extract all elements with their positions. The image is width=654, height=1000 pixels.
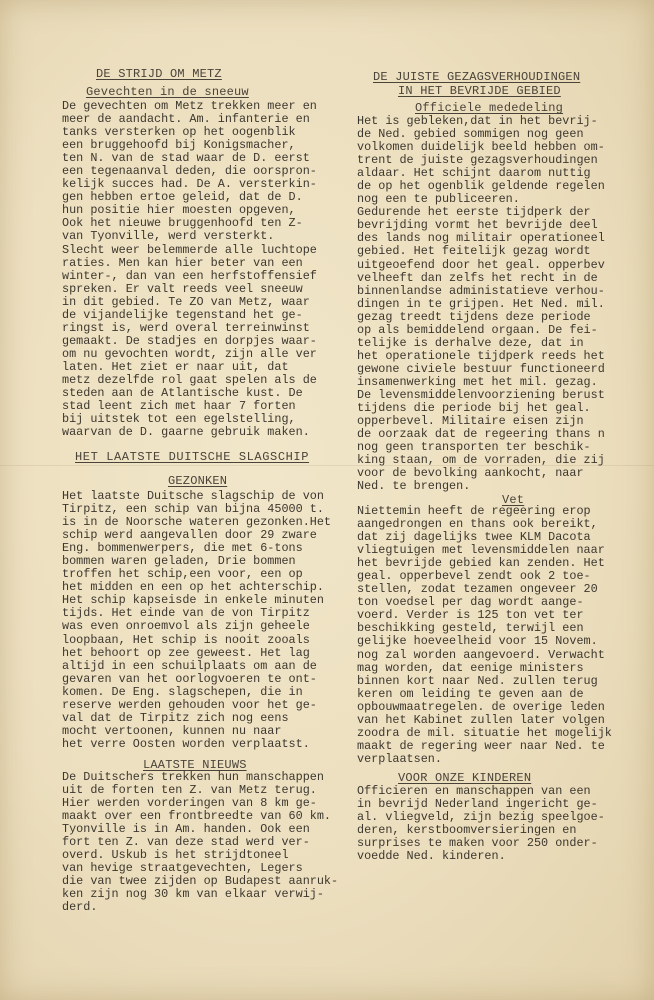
text-line: king staan, om de vorraden, die zij xyxy=(357,453,605,468)
text-line: Ook het nieuwe bruggenhoofd ten Z- xyxy=(62,216,303,231)
text-line: mag worden, dat eenige ministers xyxy=(357,660,584,675)
text-line: nog geen transporten ter beschik- xyxy=(357,440,591,455)
text-line: aldaar. Het schijnt daarom nuttig xyxy=(357,166,591,181)
article-gezag-body xyxy=(357,115,605,493)
text-line: voedde Ned. kinderen. xyxy=(357,849,506,864)
text-line: de Ned. gebied sommigen nog geen xyxy=(357,127,584,142)
text-line: volkomen duidelijk beeld hebben om- xyxy=(357,140,605,155)
text-line: tijdens die periode bij het geal. xyxy=(357,401,591,416)
text-line: De gevechten om Metz trekken meer en xyxy=(62,99,317,113)
text-line: derd. xyxy=(62,900,98,915)
heading-bevrijde-gebied: IN HET BEVRIJDE GEBIED xyxy=(398,84,561,98)
text-line: schip werd aangevallen door 29 zware xyxy=(62,528,317,543)
text-line: maakt de regering weer naar Ned. te xyxy=(357,738,605,753)
text-line: troffen het schip,een voor, een op xyxy=(62,567,303,582)
text-line: insamenwerking met het mil. gezag. xyxy=(357,374,598,389)
text-line: het behoort op zee geweest. Het lag xyxy=(62,645,310,660)
text-line: loopbaan, Het schip is nooit zooals xyxy=(62,632,310,647)
text-line: in dit gebied. Te ZO van Metz, waar xyxy=(62,294,310,309)
article-nieuws-body xyxy=(62,771,338,915)
text-line: op als bemiddelend orgaan. De fei- xyxy=(357,322,598,337)
text-line: Hier werden vorderingen van 8 km ge- xyxy=(62,796,317,811)
text-line: voerd. Verder is 125 ton vet ter xyxy=(357,608,584,623)
text-line: reserve werden gehouden voor het ge- xyxy=(62,697,317,712)
text-line: fort ten Z. van deze stad werd ver- xyxy=(62,835,310,850)
text-line: aangedrongen en thans ook bereikt, xyxy=(357,517,598,532)
text-line: uit de forten ten Z. van Metz terug. xyxy=(62,783,317,798)
text-line: De levensmiddelenvoorziening berust xyxy=(357,387,605,402)
text-line: dat zij dagelijks twee KLM Dacota xyxy=(357,530,591,545)
text-line: telijke is derhalve deze, dat in xyxy=(357,335,584,350)
text-line: hun positie hier moesten opgeven, xyxy=(62,203,296,218)
text-line: De Duitschers trekken hun manschappen xyxy=(62,770,324,784)
text-line: altijd in een schuilplaats om aan de xyxy=(62,658,317,673)
text-line: Gedurende het eerste tijdperk der xyxy=(357,205,591,220)
text-line: al. vliegveld, zijn bezig speelgoe- xyxy=(357,810,605,825)
article-vet-body xyxy=(357,505,612,766)
heading-laatste-slagschip: HET LAATSTE DUITSCHE SLAGSCHIP xyxy=(75,450,310,464)
text-line: velheeft dan zelfs het recht in de xyxy=(357,270,598,285)
text-line: Niettemin heeft de regeering erop xyxy=(357,504,591,518)
article-tirpitz-body xyxy=(62,490,331,751)
text-line: keren om leiding te geven aan de xyxy=(357,686,584,701)
subheading-gezonken: GEZONKEN xyxy=(168,474,228,488)
text-line: stellen, zodat tezamen ongeveer 20 xyxy=(357,582,598,597)
text-line: de vijandelijke tegenstand het ge- xyxy=(62,307,303,322)
text-line: een tegenaanval deden, die oorspron- xyxy=(62,164,317,179)
text-line: bij uitstek tot een egelstelling, xyxy=(62,412,296,427)
subheading-vet: Vet xyxy=(502,493,525,507)
text-line: raties. Men kan hier beter van een xyxy=(62,255,303,270)
text-line: ton voedsel per dag wordt aange- xyxy=(357,595,584,610)
text-line: gevaren van het oorlogvoeren te ont- xyxy=(62,671,317,686)
text-line: Officieren en manschappen van een xyxy=(357,784,591,798)
text-line: trent de juiste gezagsverhoudingen xyxy=(357,153,598,168)
text-line: val dat de Tirpitz zich nog eens xyxy=(62,710,289,725)
text-line: kelijk succes had. De A. versterkin- xyxy=(62,177,317,192)
text-line: komen. De Eng. slagschepen, die in xyxy=(62,684,303,699)
text-line: metz dezelfde rol gaat spelen als de xyxy=(62,372,317,387)
text-line: tijds. Het einde van de von Tirpitz xyxy=(62,606,310,621)
text-line: Tirpitz, een schip van bijna 45000 t. xyxy=(62,502,324,517)
text-line: overd. Uskub is het strijdtoneel xyxy=(62,848,289,863)
text-line: dingen in te grijpen. Het Ned. mil. xyxy=(357,296,605,311)
text-line: voor de bevolking aankocht, naar xyxy=(357,466,584,481)
article-metz-body xyxy=(62,100,317,439)
text-line: meer de aandacht. Am. infanterie en xyxy=(62,112,310,127)
text-line: om nu gevochten wordt, zijn alle ver xyxy=(62,346,317,361)
text-line: gezag treedt tijdens deze periode xyxy=(357,309,591,324)
text-line: het midden en een op het achterschip. xyxy=(62,580,324,595)
heading-laatste-nieuws: LAATSTE NIEUWS xyxy=(143,758,247,772)
text-line: Het schip kapseisde in enkele minuten xyxy=(62,593,324,608)
text-line: Slecht weer belemmerde alle luchtope xyxy=(62,242,317,257)
text-line: deren, kerstboomversieringen en xyxy=(357,823,577,838)
text-line: gewone civiele bestuur functioneerd xyxy=(357,361,605,376)
text-line: het bevrijde gebied kan zenden. Het xyxy=(357,556,605,571)
text-line: nog zal worden aangevoerd. Verwacht xyxy=(357,647,605,662)
text-line: gemaakt. De stadjes en dorpjes waar- xyxy=(62,333,317,348)
text-line: ken zijn nog 30 km van elkaar verwij- xyxy=(62,887,324,902)
text-line: van het Kabinet zullen later volgen xyxy=(357,712,605,727)
text-line: bevrijding vormt het bevrijde deel xyxy=(357,218,598,233)
text-line: is in de Noorsche wateren gezonken.Het xyxy=(62,515,332,530)
text-line: opperbevel. Militaire eisen zijn xyxy=(357,414,584,429)
text-line: gen hebben ertoe geleid, dat de D. xyxy=(62,190,303,205)
text-line: Het is gebleken,dat in het bevrij- xyxy=(357,114,598,128)
text-line: gelijke hoeveelheid voor 15 Novem. xyxy=(357,634,598,649)
text-line: Tyonville is in Am. handen. Ook een xyxy=(62,822,310,837)
text-line: beschikking gesteld, terwijl een xyxy=(357,621,584,636)
text-line: surprises te maken voor 250 onder- xyxy=(357,836,598,851)
text-line: stad leent zich met haar 7 forten xyxy=(62,399,296,414)
text-line: de oorzaak dat de regeering thans n xyxy=(357,427,605,442)
text-line: het operationele tijdperk reeds het xyxy=(357,348,605,363)
text-line: zoodra de mil. situatie het mogelijk xyxy=(357,725,612,740)
text-line: bommen waren geladen, Drie bommen xyxy=(62,554,296,569)
text-line: tanks versterken op het oogenblik xyxy=(62,125,296,140)
heading-strijd-om-metz: DE STRIJD OM METZ xyxy=(96,67,222,81)
text-line: waarvan de D. gaarne gebruik maken. xyxy=(62,425,310,440)
heading-voor-onze-kinderen: VOOR ONZE KINDEREN xyxy=(398,771,532,785)
text-line: die van twee zijden op Budapest aanruk- xyxy=(62,874,339,889)
text-line: mocht vertoonen, kunnen nu naar xyxy=(62,723,282,738)
text-line: verplaatsen. xyxy=(357,751,442,766)
text-line: winter-, dan van een herfstoffensief xyxy=(62,268,317,283)
article-kinderen-body xyxy=(357,785,605,863)
text-line: ten N. van de stad waar de D. eerst xyxy=(62,151,310,166)
text-line: de op het ogenblik geldende regelen xyxy=(357,179,605,194)
text-line: van Tyonville, werd versterkt. xyxy=(62,229,275,244)
text-line: nog een te publiceeren. xyxy=(357,192,520,207)
text-line: laten. Het ziet er naar uit, dat xyxy=(62,359,289,374)
text-line: spreken. Er valt reeds veel sneeuw xyxy=(62,281,303,296)
text-line: geal. opperbevel zendt ook 2 toe- xyxy=(357,569,591,584)
text-line: maakt over een frontbreedte van 60 km. xyxy=(62,809,332,824)
heading-juiste-gezagsverhoudingen: DE JUISTE GEZAGSVERHOUDINGEN xyxy=(373,70,581,84)
text-line: vliegtuigen met levensmiddelen naar xyxy=(357,543,605,558)
text-line: ringst is, werd overal terreinwinst xyxy=(62,320,310,335)
text-line: Ned. te brengen. xyxy=(357,479,471,494)
text-line: een bruggehoofd bij Konigsmacher, xyxy=(62,138,296,153)
text-line: Eng. bommenwerpers, die met 6-tons xyxy=(62,541,303,556)
text-line: van hevige straatgevechten, Legers xyxy=(62,861,303,876)
text-line: in bevrijd Nederland ingericht ge- xyxy=(357,797,598,812)
text-line: binnenlandse administatieve verhou- xyxy=(357,283,605,298)
text-line: binnen kort naar Ned. zullen terug xyxy=(357,673,598,688)
text-line: des lands nog militair operationeel xyxy=(357,231,605,246)
text-line: steden aan de Atlantische kust. De xyxy=(62,386,303,401)
text-line: gebied. Het feitelijk gezag wordt xyxy=(357,244,591,259)
text-line: Het laatste Duitsche slagschip de von xyxy=(62,489,324,503)
text-line: opbouwmaatregelen. de overige leden xyxy=(357,699,605,714)
text-line: het verre Oosten worden verplaatst. xyxy=(62,736,310,751)
text-line: was even onroemvol als zijn geheele xyxy=(62,619,310,634)
subheading-officiele-mededeling: Officiele mededeling xyxy=(415,101,564,115)
subheading-gevechten: Gevechten in de sneeuw xyxy=(86,85,249,99)
text-line: uitgeoefend door het geal. opperbev xyxy=(357,257,605,272)
